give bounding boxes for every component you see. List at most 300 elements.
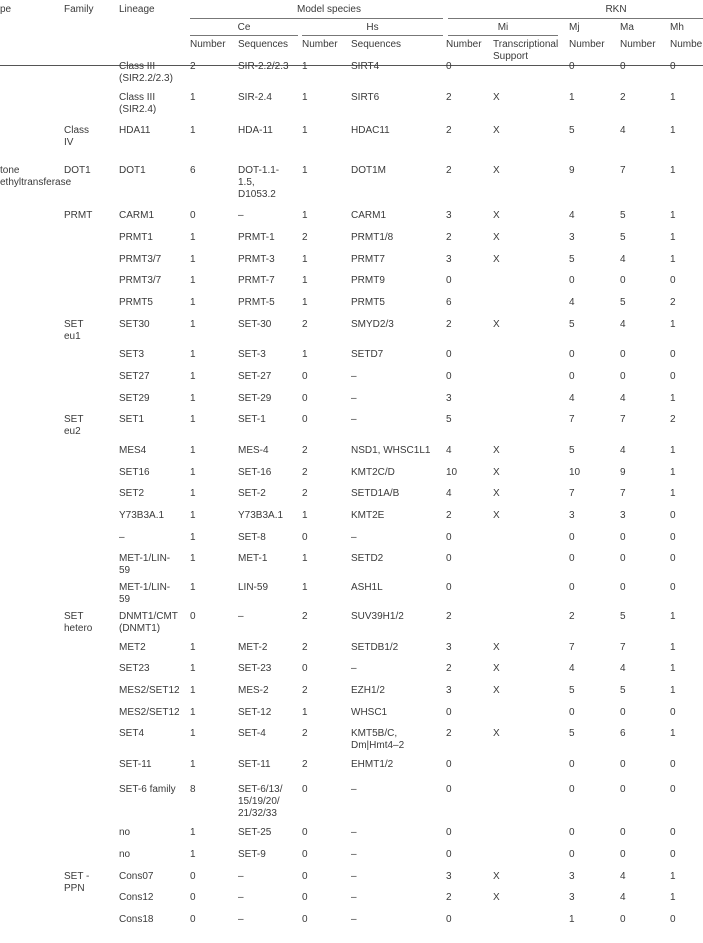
ce-number-cell: 0	[190, 210, 196, 221]
hs-number-cell: 1	[302, 61, 308, 72]
ma-number-cell: 7	[620, 165, 626, 176]
lineage-cell: no	[119, 849, 131, 860]
lineage-cell: MES2/SET12	[119, 685, 180, 696]
hs-number-cell: 1	[302, 707, 308, 718]
mi-support-cell: X	[493, 871, 500, 882]
lineage-cell: MET-1/LIN- 59	[119, 582, 171, 605]
rkn-rule	[448, 18, 703, 19]
hs-sequences-cell: KMT2E	[351, 510, 385, 521]
hs-sequences-cell: PRMT7	[351, 254, 385, 265]
hs-sequences-cell: –	[351, 784, 357, 795]
ce-number-cell: 1	[190, 532, 196, 543]
ma-number-cell: 0	[620, 371, 626, 382]
mi-number-cell: 0	[446, 784, 452, 795]
mi-support-cell: X	[493, 510, 500, 521]
mi-support-cell: X	[493, 642, 500, 653]
header-hs-sequences: Sequences	[351, 39, 402, 50]
hs-number-cell: 2	[302, 685, 308, 696]
hs-sequences-cell: –	[351, 827, 357, 838]
mj-number-cell: 4	[569, 210, 575, 221]
header-model-species: Model species	[297, 4, 361, 15]
ce-number-cell: 1	[190, 254, 196, 265]
ma-number-cell: 4	[620, 445, 626, 456]
ce-number-cell: 1	[190, 553, 196, 564]
ma-number-cell: 4	[620, 892, 626, 903]
ma-number-cell: 9	[620, 467, 626, 478]
lineage-cell: SET16	[119, 467, 150, 478]
header-mj: Mj	[569, 22, 580, 33]
hs-sequences-cell: –	[351, 849, 357, 860]
hs-sequences-cell: SMYD2/3	[351, 319, 394, 330]
ma-number-cell: 0	[620, 759, 626, 770]
lineage-cell: SET3	[119, 349, 145, 360]
hs-sequences-cell: PRMT9	[351, 275, 385, 286]
mj-number-cell: 7	[569, 642, 575, 653]
mi-number-cell: 2	[446, 165, 452, 176]
mi-number-cell: 0	[446, 371, 452, 382]
mh-number-cell: 1	[670, 611, 676, 622]
mi-support-cell: X	[493, 92, 500, 103]
ce-number-cell: 1	[190, 728, 196, 739]
ma-number-cell: 0	[620, 707, 626, 718]
ce-sequences-cell: MES-2	[238, 685, 269, 696]
mi-number-cell: 10	[446, 467, 458, 478]
lineage-cell: Y73B3A.1	[119, 510, 165, 521]
ce-number-cell: 0	[190, 871, 196, 882]
mj-number-cell: 7	[569, 414, 575, 425]
lineage-cell: MET-1/LIN- 59	[119, 553, 171, 576]
mh-number-cell: 0	[670, 371, 676, 382]
ce-number-cell: 1	[190, 445, 196, 456]
mj-number-cell: 0	[569, 707, 575, 718]
mj-number-cell: 0	[569, 759, 575, 770]
hs-sequences-cell: SETD7	[351, 349, 384, 360]
mi-number-cell: 6	[446, 297, 452, 308]
ce-number-cell: 1	[190, 685, 196, 696]
hs-number-cell: 1	[302, 582, 308, 593]
lineage-cell: Cons12	[119, 892, 154, 903]
mi-support-cell: X	[493, 319, 500, 330]
ce-number-cell: 2	[190, 61, 196, 72]
ce-sequences-cell: SIR-2.4	[238, 92, 272, 103]
ce-number-cell: 1	[190, 371, 196, 382]
mi-number-cell: 0	[446, 553, 452, 564]
ce-sequences-cell: SET-11	[238, 759, 271, 770]
hs-sequences-cell: SIRT4	[351, 61, 380, 72]
mi-number-cell: 2	[446, 125, 452, 136]
mi-support-cell: X	[493, 685, 500, 696]
mj-number-cell: 1	[569, 92, 575, 103]
hs-number-cell: 2	[302, 642, 308, 653]
mi-support-cell: X	[493, 892, 500, 903]
mj-number-cell: 4	[569, 393, 575, 404]
mi-number-cell: 2	[446, 611, 452, 622]
ma-number-cell: 4	[620, 125, 626, 136]
ce-number-cell: 0	[190, 611, 196, 622]
mj-number-cell: 2	[569, 611, 575, 622]
ma-number-cell: 0	[620, 553, 626, 564]
mj-number-cell: 0	[569, 275, 575, 286]
mi-number-cell: 0	[446, 532, 452, 543]
ma-number-cell: 4	[620, 254, 626, 265]
mj-number-cell: 5	[569, 254, 575, 265]
ma-number-cell: 0	[620, 61, 626, 72]
header-mj-number: Number	[569, 39, 605, 50]
lineage-cell: SET23	[119, 663, 150, 674]
hs-sequences-cell: –	[351, 892, 357, 903]
header-hs-number: Number	[302, 39, 338, 50]
ce-sequences-cell: SET-12	[238, 707, 272, 718]
hs-sequences-cell: CARM1	[351, 210, 387, 221]
ce-sequences-cell: SET-1	[238, 414, 266, 425]
family-cell: SET eu1	[64, 319, 84, 342]
mh-number-cell: 1	[670, 92, 676, 103]
ce-sequences-cell: Y73B3A.1	[238, 510, 284, 521]
hs-sequences-cell: KMT2C/D	[351, 467, 395, 478]
hs-number-cell: 2	[302, 467, 308, 478]
ce-sequences-cell: SET-6/13/ 15/19/20/ 21/32/33	[238, 784, 283, 819]
header-mh: Mh	[670, 22, 684, 33]
ce-number-cell: 0	[190, 892, 196, 903]
mj-number-cell: 0	[569, 349, 575, 360]
header-mi-support: Transcriptional Support	[493, 39, 559, 62]
hs-number-cell: 1	[302, 165, 308, 176]
lineage-cell: SET1	[119, 414, 145, 425]
mj-number-cell: 1	[569, 914, 575, 925]
ce-sequences-cell: SET-29	[238, 393, 272, 404]
hs-number-cell: 0	[302, 414, 308, 425]
mh-number-cell: 1	[670, 892, 676, 903]
ce-number-cell: 1	[190, 275, 196, 286]
ce-number-cell: 1	[190, 414, 196, 425]
mi-support-cell: X	[493, 254, 500, 265]
mi-number-cell: 0	[446, 707, 452, 718]
ma-number-cell: 5	[620, 297, 626, 308]
hs-number-cell: 1	[302, 254, 308, 265]
header-type: pe	[0, 4, 12, 15]
mi-number-cell: 2	[446, 728, 452, 739]
ce-sequences-cell: –	[238, 892, 244, 903]
hs-number-cell: 0	[302, 827, 308, 838]
hs-number-cell: 1	[302, 553, 308, 564]
ma-number-cell: 5	[620, 611, 626, 622]
hs-sequences-cell: EHMT1/2	[351, 759, 394, 770]
lineage-cell: MET2	[119, 642, 146, 653]
ce-sequences-cell: SET-16	[238, 467, 272, 478]
ce-sequences-cell: –	[238, 210, 244, 221]
mj-number-cell: 10	[569, 467, 581, 478]
mj-number-cell: 5	[569, 728, 575, 739]
ma-number-cell: 0	[620, 784, 626, 795]
lineage-cell: MES4	[119, 445, 147, 456]
ma-number-cell: 0	[620, 827, 626, 838]
mi-number-cell: 0	[446, 275, 452, 286]
mh-number-cell: 1	[670, 728, 676, 739]
hs-number-cell: 1	[302, 125, 308, 136]
ce-number-cell: 1	[190, 232, 196, 243]
lineage-cell: PRMT5	[119, 297, 153, 308]
ce-sequences-cell: MES-4	[238, 445, 269, 456]
lineage-cell: DOT1	[119, 165, 146, 176]
mi-number-cell: 3	[446, 254, 452, 265]
mj-number-cell: 3	[569, 892, 575, 903]
hs-sequences-cell: EZH1/2	[351, 685, 385, 696]
hs-sequences-cell: SETD2	[351, 553, 384, 564]
ce-sequences-cell: MET-2	[238, 642, 268, 653]
ma-number-cell: 7	[620, 414, 626, 425]
hs-number-cell: 0	[302, 532, 308, 543]
hs-number-cell: 0	[302, 914, 308, 925]
lineage-cell: MES2/SET12	[119, 707, 180, 718]
ma-number-cell: 5	[620, 685, 626, 696]
hs-number-cell: 1	[302, 510, 308, 521]
mj-number-cell: 7	[569, 488, 575, 499]
hs-sequences-cell: SETDB1/2	[351, 642, 399, 653]
ma-number-cell: 4	[620, 319, 626, 330]
header-mi-number: Number	[446, 39, 482, 50]
mh-number-cell: 0	[670, 61, 676, 72]
mi-number-cell: 2	[446, 510, 452, 521]
ce-number-cell: 1	[190, 467, 196, 478]
ma-number-cell: 7	[620, 642, 626, 653]
hs-sequences-cell: DOT1M	[351, 165, 386, 176]
mh-number-cell: 1	[670, 319, 676, 330]
ce-rule	[190, 35, 298, 36]
header-ce-number: Number	[190, 39, 226, 50]
ma-number-cell: 5	[620, 232, 626, 243]
hs-number-cell: 2	[302, 232, 308, 243]
hs-number-cell: 1	[302, 297, 308, 308]
hs-number-cell: 0	[302, 784, 308, 795]
ma-number-cell: 4	[620, 871, 626, 882]
ce-number-cell: 1	[190, 827, 196, 838]
ce-sequences-cell: PRMT-1	[238, 232, 275, 243]
ce-sequences-cell: SET-27	[238, 371, 272, 382]
hs-number-cell: 2	[302, 445, 308, 456]
family-cell: SET hetero	[64, 611, 93, 634]
ce-number-cell: 1	[190, 319, 196, 330]
mj-number-cell: 5	[569, 445, 575, 456]
mh-number-cell: 0	[670, 784, 676, 795]
hs-sequences-cell: SIRT6	[351, 92, 380, 103]
ma-number-cell: 4	[620, 393, 626, 404]
lineage-cell: –	[119, 532, 125, 543]
lineage-cell: SET30	[119, 319, 150, 330]
mi-number-cell: 5	[446, 414, 452, 425]
mi-number-cell: 3	[446, 685, 452, 696]
family-cell: SET - PPN	[64, 871, 90, 894]
mi-number-cell: 0	[446, 914, 452, 925]
header-hs: Hs	[366, 22, 379, 33]
mi-support-cell: X	[493, 125, 500, 136]
lineage-cell: SET29	[119, 393, 150, 404]
ce-sequences-cell: SET-2	[238, 488, 266, 499]
mh-number-cell: 1	[670, 254, 676, 265]
mj-number-cell: 0	[569, 371, 575, 382]
mh-number-cell: 2	[670, 297, 676, 308]
ce-sequences-cell: SIR-2.2/2.3	[238, 61, 289, 72]
ma-number-cell: 7	[620, 488, 626, 499]
hs-number-cell: 0	[302, 892, 308, 903]
hs-number-cell: 0	[302, 393, 308, 404]
lineage-cell: Class III (SIR2.2/2.3)	[119, 61, 173, 84]
mj-number-cell: 0	[569, 582, 575, 593]
ma-number-cell: 0	[620, 582, 626, 593]
ce-sequences-cell: MET-1	[238, 553, 268, 564]
model-species-rule	[190, 18, 443, 19]
mi-number-cell: 0	[446, 827, 452, 838]
lineage-cell: SET27	[119, 371, 150, 382]
ce-number-cell: 0	[190, 914, 196, 925]
mh-number-cell: 2	[670, 414, 676, 425]
lineage-cell: SET2	[119, 488, 145, 499]
mj-number-cell: 5	[569, 319, 575, 330]
mj-number-cell: 0	[569, 827, 575, 838]
mi-number-cell: 0	[446, 759, 452, 770]
mi-number-cell: 0	[446, 582, 452, 593]
hs-number-cell: 2	[302, 728, 308, 739]
mj-number-cell: 5	[569, 685, 575, 696]
mi-support-cell: X	[493, 488, 500, 499]
mj-number-cell: 0	[569, 61, 575, 72]
mh-number-cell: 1	[670, 488, 676, 499]
lineage-cell: CARM1	[119, 210, 155, 221]
hs-sequences-cell: –	[351, 393, 357, 404]
header-mi: Mi	[497, 22, 509, 33]
ce-number-cell: 1	[190, 349, 196, 360]
mi-support-cell: X	[493, 445, 500, 456]
mi-number-cell: 2	[446, 232, 452, 243]
mi-number-cell: 2	[446, 92, 452, 103]
hs-sequences-cell: SETD1A/B	[351, 488, 400, 499]
hs-sequences-cell: –	[351, 914, 357, 925]
ce-number-cell: 6	[190, 165, 196, 176]
ma-number-cell: 5	[620, 210, 626, 221]
mh-number-cell: 1	[670, 393, 676, 404]
hs-sequences-cell: KMT5B/C, Dm|Hmt4–2	[351, 728, 405, 751]
mj-number-cell: 9	[569, 165, 575, 176]
mi-number-cell: 0	[446, 61, 452, 72]
header-rkn: RKN	[605, 4, 627, 15]
mj-number-cell: 0	[569, 532, 575, 543]
ce-number-cell: 1	[190, 125, 196, 136]
mi-number-cell: 0	[446, 349, 452, 360]
lineage-cell: PRMT3/7	[119, 275, 162, 286]
hs-number-cell: 0	[302, 663, 308, 674]
mh-number-cell: 1	[670, 125, 676, 136]
ce-sequences-cell: SET-25	[238, 827, 272, 838]
mj-number-cell: 3	[569, 871, 575, 882]
mi-number-cell: 2	[446, 663, 452, 674]
mh-number-cell: 0	[670, 275, 676, 286]
ce-sequences-cell: SET-4	[238, 728, 266, 739]
hs-sequences-cell: HDAC11	[351, 125, 390, 136]
mj-number-cell: 0	[569, 784, 575, 795]
ce-sequences-cell: –	[238, 914, 244, 925]
ma-number-cell: 0	[620, 849, 626, 860]
mj-number-cell: 3	[569, 232, 575, 243]
hs-sequences-cell: –	[351, 414, 357, 425]
mh-number-cell: 0	[670, 582, 676, 593]
hs-number-cell: 0	[302, 371, 308, 382]
hs-sequences-cell: NSD1, WHSC1L1	[351, 445, 431, 456]
mi-support-cell: X	[493, 210, 500, 221]
ce-sequences-cell: LIN-59	[238, 582, 269, 593]
ce-number-cell: 8	[190, 784, 196, 795]
hs-number-cell: 1	[302, 210, 308, 221]
hs-number-cell: 1	[302, 349, 308, 360]
ce-number-cell: 1	[190, 582, 196, 593]
mh-number-cell: 1	[670, 232, 676, 243]
hs-rule	[302, 35, 443, 36]
mi-number-cell: 4	[446, 445, 452, 456]
ma-number-cell: 4	[620, 663, 626, 674]
lineage-cell: Cons18	[119, 914, 154, 925]
lineage-cell: no	[119, 827, 131, 838]
mh-number-cell: 0	[670, 707, 676, 718]
hs-sequences-cell: SUV39H1/2	[351, 611, 404, 622]
mj-number-cell: 4	[569, 663, 575, 674]
header-ce-sequences: Sequences	[238, 39, 289, 50]
mi-number-cell: 3	[446, 393, 452, 404]
hs-number-cell: 2	[302, 611, 308, 622]
ma-number-cell: 0	[620, 275, 626, 286]
ce-sequences-cell: SET-3	[238, 349, 266, 360]
ce-number-cell: 1	[190, 849, 196, 860]
header-ce: Ce	[237, 22, 251, 33]
ce-sequences-cell: –	[238, 871, 244, 882]
hs-number-cell: 2	[302, 759, 308, 770]
ce-number-cell: 1	[190, 488, 196, 499]
lineage-cell: Cons07	[119, 871, 154, 882]
lineage-cell: SET-11	[119, 759, 152, 770]
lineage-cell: DNMT1/CMT (DNMT1)	[119, 611, 178, 634]
mi-number-cell: 3	[446, 642, 452, 653]
mi-number-cell: 2	[446, 892, 452, 903]
ce-sequences-cell: DOT-1.1- 1.5, D1053.2	[238, 165, 280, 200]
mh-number-cell: 0	[670, 553, 676, 564]
lineage-cell: PRMT3/7	[119, 254, 162, 265]
mh-number-cell: 0	[670, 510, 676, 521]
ma-number-cell: 0	[620, 349, 626, 360]
hs-sequences-cell: WHSC1	[351, 707, 388, 718]
mi-support-cell: X	[493, 728, 500, 739]
ce-number-cell: 1	[190, 642, 196, 653]
mi-support-cell: X	[493, 165, 500, 176]
mj-number-cell: 5	[569, 125, 575, 136]
mh-number-cell: 1	[670, 467, 676, 478]
mh-number-cell: 0	[670, 827, 676, 838]
lineage-cell: SET4	[119, 728, 145, 739]
mi-number-cell: 3	[446, 210, 452, 221]
ce-sequences-cell: HDA-11	[238, 125, 273, 136]
header-ma-number: Number	[620, 39, 656, 50]
hs-number-cell: 2	[302, 319, 308, 330]
family-cell: SET eu2	[64, 414, 84, 437]
ce-number-cell: 1	[190, 393, 196, 404]
ma-number-cell: 6	[620, 728, 626, 739]
lineage-cell: Class III (SIR2.4)	[119, 92, 157, 115]
family-cell: Class IV	[64, 125, 90, 148]
mi-support-cell: X	[493, 232, 500, 243]
hs-number-cell: 2	[302, 488, 308, 499]
hs-number-cell: 1	[302, 92, 308, 103]
hs-number-cell: 0	[302, 871, 308, 882]
ce-number-cell: 1	[190, 759, 196, 770]
hs-number-cell: 0	[302, 849, 308, 860]
mj-number-cell: 0	[569, 553, 575, 564]
ce-sequences-cell: SET-8	[238, 532, 266, 543]
